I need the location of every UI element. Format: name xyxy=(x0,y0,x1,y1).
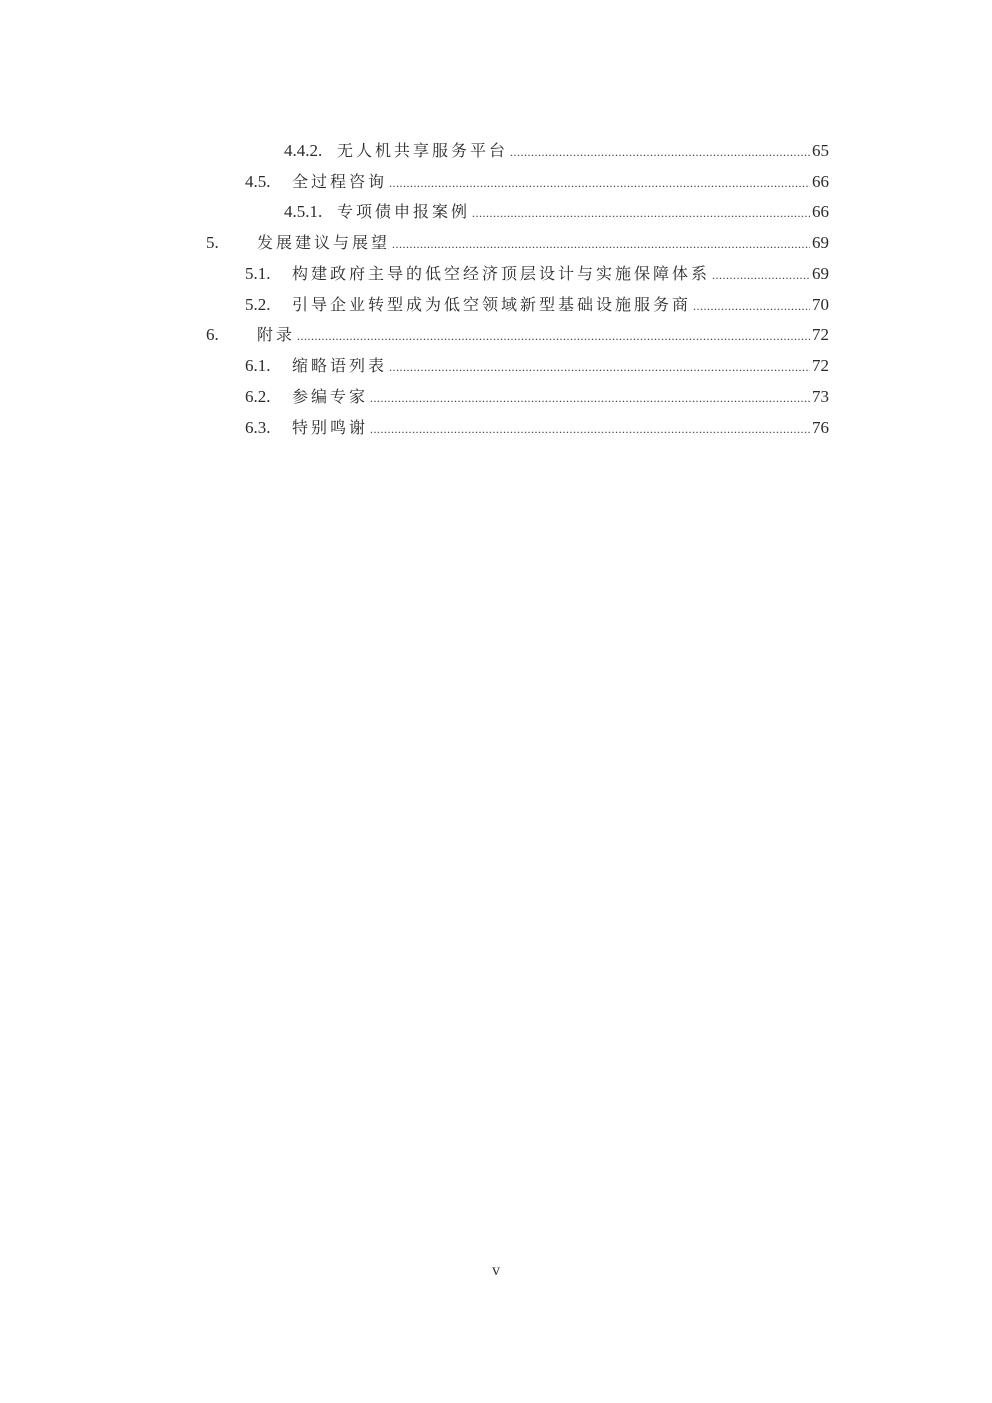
toc-entry-page: 72 xyxy=(812,325,829,344)
toc-dot-leader xyxy=(472,200,810,226)
toc-entry[interactable] xyxy=(284,199,829,225)
toc-entry-page: 69 xyxy=(812,233,829,252)
toc-entry-title: 特别鸣谢 xyxy=(292,418,369,437)
toc-entry-number: 4.4.2. xyxy=(284,141,323,160)
toc-entry[interactable] xyxy=(206,322,829,348)
toc-entry-number: 4.5.1. xyxy=(284,202,323,221)
toc-entry-page: 65 xyxy=(812,141,829,160)
toc-dot-leader xyxy=(510,139,810,165)
table-of-contents xyxy=(0,0,992,460)
toc-entry-title: 构建政府主导的低空经济顶层设计与实施保障体系 xyxy=(292,264,711,283)
toc-dot-leader xyxy=(389,170,810,196)
toc-entry[interactable] xyxy=(245,261,829,287)
toc-entry-title: 附录 xyxy=(257,325,296,344)
toc-entry[interactable] xyxy=(245,353,829,379)
toc-entry-number: 6. xyxy=(206,325,219,344)
toc-dot-leader xyxy=(370,385,810,411)
toc-entry[interactable] xyxy=(245,384,829,410)
toc-entry-page: 69 xyxy=(812,264,829,283)
page-number: v xyxy=(492,1262,500,1279)
toc-entry[interactable] xyxy=(245,169,829,195)
toc-entry-page: 66 xyxy=(812,202,829,221)
toc-entry[interactable] xyxy=(284,138,829,164)
toc-entry-page: 76 xyxy=(812,418,829,437)
toc-entry-number: 5.1. xyxy=(245,264,271,283)
toc-dot-leader xyxy=(297,323,810,349)
toc-dot-leader xyxy=(712,262,810,288)
toc-dot-leader xyxy=(693,293,810,319)
toc-entry-number: 6.2. xyxy=(245,387,271,406)
toc-entry-page: 70 xyxy=(812,295,829,314)
toc-entry-number: 6.3. xyxy=(245,418,271,437)
toc-entry-title: 发展建议与展望 xyxy=(257,233,391,252)
toc-entry-title: 参编专家 xyxy=(292,387,369,406)
toc-entry-page: 72 xyxy=(812,356,829,375)
toc-dot-leader xyxy=(392,231,810,257)
toc-entry[interactable] xyxy=(245,415,829,441)
toc-entry-title: 全过程咨询 xyxy=(292,172,388,191)
toc-entry-number: 5.2. xyxy=(245,295,271,314)
toc-dot-leader xyxy=(370,416,810,442)
toc-entry-number: 5. xyxy=(206,233,219,252)
toc-entry[interactable] xyxy=(245,292,829,318)
toc-entry-page: 73 xyxy=(812,387,829,406)
toc-entry-number: 4.5. xyxy=(245,172,271,191)
toc-entry-title: 缩略语列表 xyxy=(292,356,388,375)
toc-dot-leader xyxy=(389,354,810,380)
toc-entry-title: 无人机共享服务平台 xyxy=(337,141,509,160)
toc-entry-title: 专项债申报案例 xyxy=(337,202,471,221)
toc-entry-number: 6.1. xyxy=(245,356,271,375)
toc-entry-page: 66 xyxy=(812,172,829,191)
toc-entry[interactable] xyxy=(206,230,829,256)
toc-entry-title: 引导企业转型成为低空领域新型基础设施服务商 xyxy=(292,295,692,314)
